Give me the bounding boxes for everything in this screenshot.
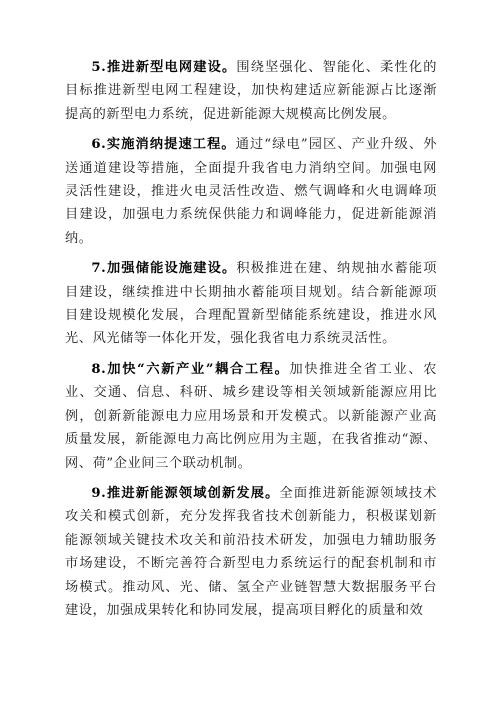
paragraph-new-grid (65, 56, 437, 126)
paragraph-heading: 6.实施消纳提速工程。 (91, 137, 236, 153)
paragraph-heading: 8.加快“六新产业”耦合工程。 (91, 361, 290, 377)
document-page (65, 56, 437, 629)
paragraph-body: 通过“绿电”园区、产业升级、外送通道建设等措施，全面提升我省电力消纳空间。加强电网灵活性建设，推进火电灵活性改造、燃气调峰和火电调峰项目建设，加强电力系统保供能力和调峰能力，促进新能源消纳。 (65, 137, 438, 246)
paragraph-six-new-industries (65, 358, 437, 475)
paragraph-body: 全面推进新能源领域技术攻关和模式创新，充分发挥我省技术创新能力，积极谋划新能源领域关键技术攻关和前沿技术研发，加强电力辅助服务市场建设，不断完善符合新型电力系统运行的配套机制和市场模式。推动风、光、储、氢全产业链智慧大数据服务平台建设，加强成果转化和协同发展，提高项目孵化的质量和效 (65, 485, 437, 618)
paragraph-heading: 5.推进新型电网建设。 (91, 60, 237, 75)
paragraph-heading: 9.推进新能源领域创新发展。 (91, 485, 280, 501)
paragraph-body: 围绕坚强化、智能化、柔性化的目标推进新型电网工程建设，加快构建适应新能源占比逐渐提高的新型电力系统，促进新能源大规模高比例发展。 (65, 60, 437, 122)
paragraph-innovation (65, 482, 437, 622)
paragraph-storage (65, 257, 437, 351)
paragraph-consumption (65, 133, 437, 250)
paragraph-heading: 7.加强储能设施建设。 (91, 261, 237, 277)
paragraph-body: 积极推进在建、纳规抽水蓄能项目建设，继续推进中长期抽水蓄能项目规划。结合新能源项目建设规模化发展，合理配置新型储能系统建设，推进水风光、风光储等一体化开发，强化我省电力系统灵活性。 (65, 261, 437, 347)
paragraph-body: 加快推进全省工业、农业、交通、信息、科研、城乡建设等相关领域新能源应用比例，创新新能源电力应用场景和开发模式。以新能源产业高质量发展，新能源电力高比例应用为主题，在我省推动“源、网、荷”企业间三个联动机制。 (65, 361, 438, 471)
